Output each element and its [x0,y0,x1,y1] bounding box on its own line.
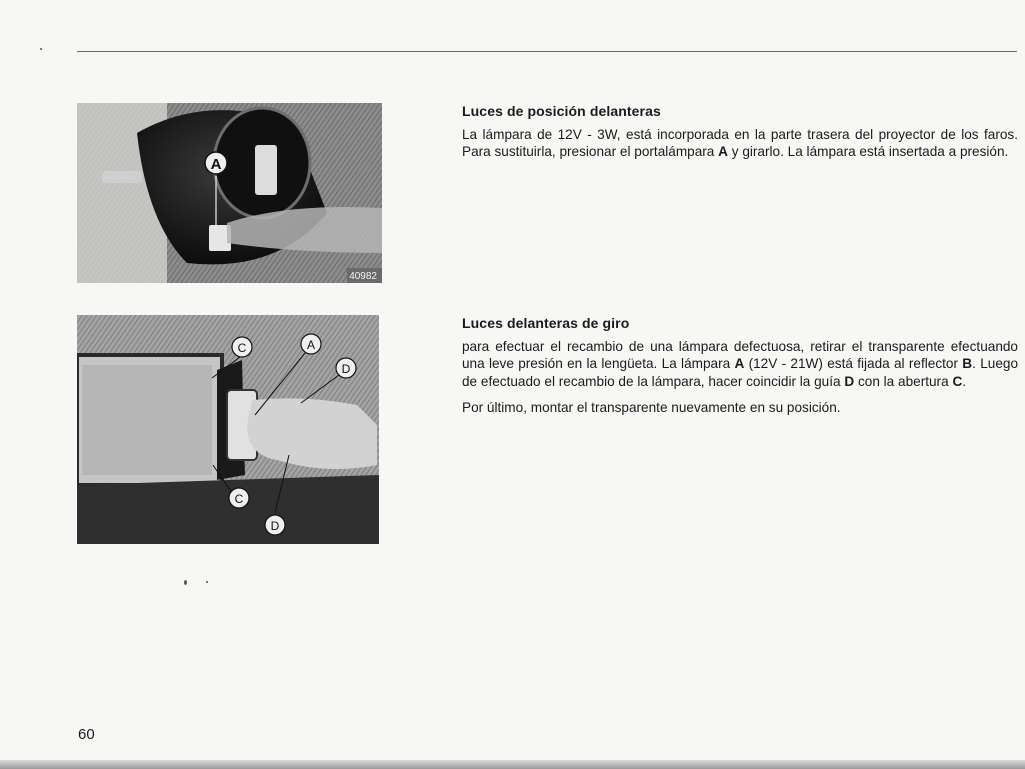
scan-speck [184,580,187,585]
callout-a-label-2: A [306,338,316,352]
scan-edge [0,760,1025,769]
callout-a-label: A [210,156,222,173]
callout-d-bottom [265,515,285,535]
callout-d-bottom-label: D [270,519,280,533]
scan-speck [40,48,42,50]
header-rule [77,51,1017,52]
section-paragraph-final: Por último, montar el transparente nuevamente en su posición. [462,399,841,415]
section-front-position-lights [462,103,1018,170]
callout-c-top-label: C [237,341,247,355]
scan-speck [206,581,208,583]
section-paragraph: para efectuar el recambio de una lámpara defectuosa, retirar el transparente efectuando una leve presión en la lengüeta. La lámpara A (12V - 21W) está fijada al reflector B. Luego de efectuado el recambio de la lámpara, hacer coincidir la guía D con la abertura C. [462,339,1019,389]
callout-d-top [336,358,356,378]
front-turn-lamp-photo [77,315,379,544]
callout-d-top-label: D [341,362,351,376]
section-front-turn-lights [462,315,1018,425]
section-paragraph: La lámpara de 12V - 3W, está incorporada en la parte trasera del proyector de los faros. Para sustituirla, presionar el portalámpara A y girarlo. La lámpara está insertada a presión. [462,127,1018,160]
page-number: 60 [78,726,95,743]
callout-c-bottom [229,488,249,508]
front-position-lamp-photo [77,103,382,283]
section-heading: Luces de posición delanteras [462,103,661,119]
section-heading: Luces delanteras de giro [462,315,630,331]
callout-a [301,334,321,354]
callout-c-bottom-label: C [234,492,244,506]
photo-code-label: 40982 [349,271,377,282]
callout-c-top [232,337,252,357]
